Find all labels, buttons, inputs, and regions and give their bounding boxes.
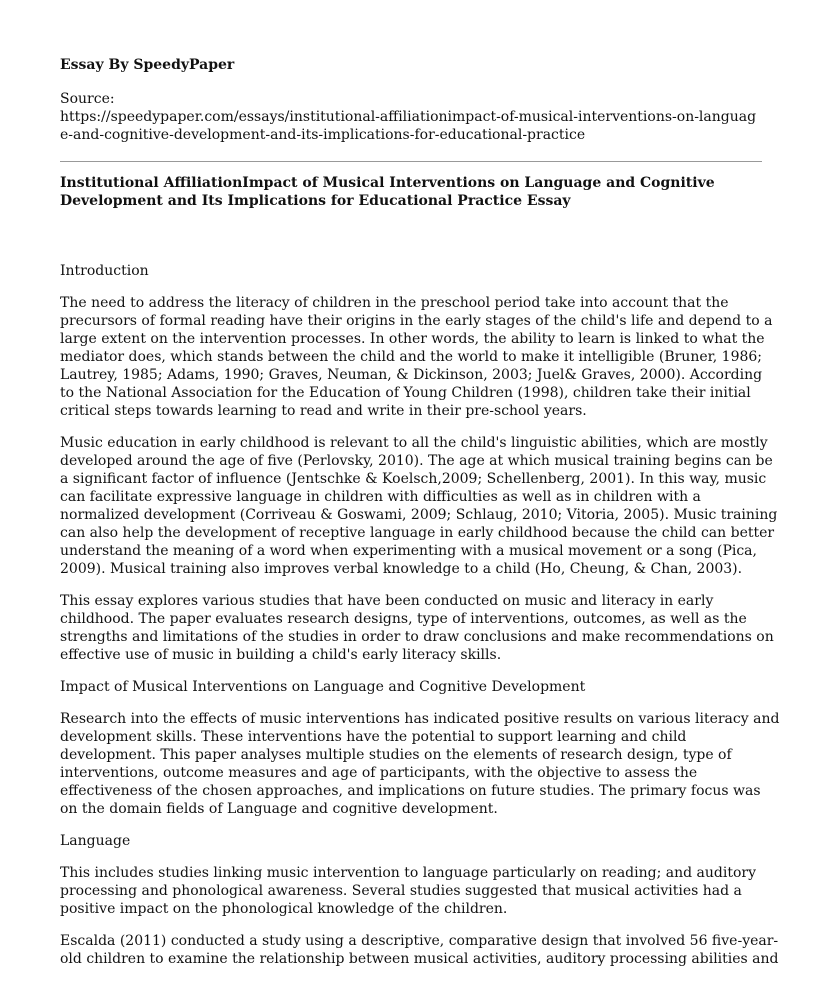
paragraph-line: on the domain fields of Language and cognitive development. [60,801,498,817]
section-heading-impact: Impact of Musical Interventions on Language and Cognitive Development [60,679,586,695]
paragraph-line: Escalda (2011) conducted a study using a descriptive, comparative design that involved 56 five-year- [60,933,779,949]
paragraph-line: can also help the development of receptive language in early childhood because the child can better [60,525,775,541]
paragraph-line: development skills. These interventions have the potential to support learning and child [60,729,687,745]
paragraph-line: interventions, outcome measures and age of participants, with the objective to assess the [60,765,698,781]
paragraph-line: normalized development (Corriveau & Goswami, 2009; Schlaug, 2010; Vitoria, 2005). Music training [60,507,778,523]
paragraph-line: development. This paper analyses multiple studies on the elements of research design, type of [60,747,732,763]
paragraph-line: developed around the age of five (Perlovsky, 2010). The age at which musical training begins can be [60,453,773,469]
section-heading-introduction: Introduction [60,263,149,279]
paragraph-line: childhood. The paper evaluates research designs, type of interventions, outcomes, as well as the [60,611,747,627]
paragraph-line: large extent on the intervention processes. In other words, the ability to learn is linked to what the [60,331,765,347]
paragraph-line: a significant factor of influence (Jentschke & Koelsch,2009; Schellenberg, 2001). In this way, music [60,471,767,487]
paragraph-6 [60,932,779,968]
paragraph-line: 2009). Musical training also improves verbal knowledge to a child (Ho, Cheung, & Chan, 2003). [60,561,743,577]
paragraph-line: precursors of formal reading have their origins in the early stages of the child's life and depend to a [60,313,773,329]
paragraph-line: effective use of music in building a child's early literacy skills. [60,647,502,663]
section-heading-language: Language [60,833,131,849]
paragraph-line: This essay explores various studies that have been conducted on music and literacy in early [60,593,714,609]
paragraph-line: old children to examine the relationship between musical activities, auditory processing abilities and [60,951,779,967]
paragraph-4 [60,710,780,818]
header-divider [60,161,762,162]
paragraph-line: effectiveness of the chosen approaches, and implications on future studies. The primary focus was [60,783,761,799]
paragraph-2 [60,434,778,578]
essay-title: Institutional AffiliationImpact of Musical Interventions on Language and Cognitive Development and Its Implications for Educational Practice Essay [60,175,715,209]
paragraph-line: This includes studies linking music intervention to language particularly on reading; and auditory [60,865,757,881]
paragraph-line: processing and phonological awareness. Several studies suggested that musical activities had a [60,883,742,899]
source-label: Source: [60,91,115,107]
paragraph-1 [60,294,773,420]
paragraph-line: Research into the effects of music interventions has indicated positive results on various literacy and [60,711,780,727]
paragraph-line: positive impact on the phonological knowledge of the children. [60,901,508,917]
paragraph-line: Music education in early childhood is relevant to all the child's linguistic abilities, which are mostly [60,435,768,451]
paragraph-line: The need to address the literacy of children in the preschool period take into account that the [60,295,729,311]
paragraph-line: Lautrey, 1985; Adams, 1990; Graves, Neuman, & Dickinson, 2003; Juel& Graves, 2000). According [60,367,763,383]
source-url-link[interactable]: https://speedypaper.com/essays/institutional-affiliationimpact-of-musical-interventions-on-language-and-cognitive-development-and-its-implications-for-educational-practice [60,109,757,143]
paragraph-line: critical steps towards learning to read and write in their pre-school years. [60,403,587,419]
paragraph-line: can facilitate expressive language in children with difficulties as well as in children with a [60,489,701,505]
paragraph-line: understand the meaning of a word when experimenting with a musical movement or a song (Pica, [60,543,757,559]
paragraph-line: strengths and limitations of the studies in order to draw conclusions and make recommendations on [60,629,774,645]
paragraph-line: to the National Association for the Education of Young Children (1998), children take their initial [60,385,751,401]
paragraph-5 [60,864,762,918]
paragraph-line: mediator does, which stands between the child and the world to make it intelligible (Bruner, 1986; [60,349,763,365]
paragraph-3 [60,592,774,664]
brand-title: Essay By SpeedyPaper [60,57,235,73]
